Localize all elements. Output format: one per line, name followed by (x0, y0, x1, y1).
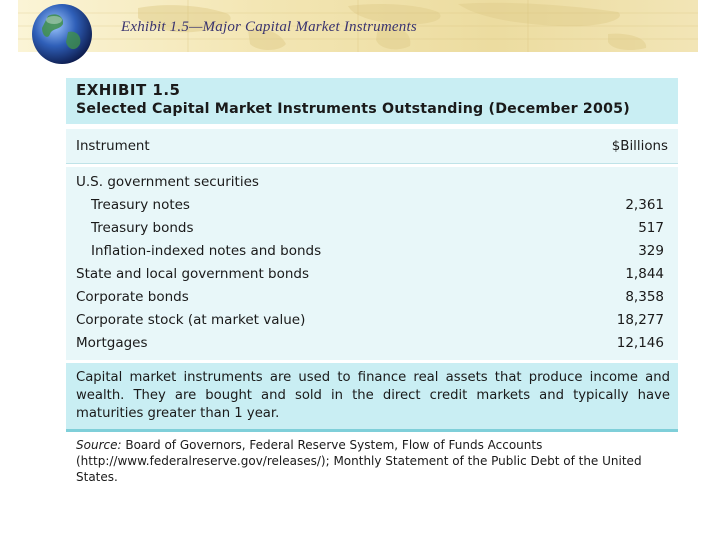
source-label: Source: (76, 438, 122, 452)
table-row (76, 262, 668, 285)
table-row (76, 285, 668, 308)
table-row (76, 193, 668, 216)
row-label: Treasury notes (91, 196, 190, 213)
exhibit-header (66, 78, 678, 124)
row-label: U.S. government securities (76, 173, 259, 190)
row-value: 517 (638, 219, 664, 236)
row-label: Corporate bonds (76, 288, 189, 305)
slide-title: Exhibit 1.5—Major Capital Market Instruments (121, 19, 417, 35)
row-value: 8,358 (625, 288, 664, 305)
row-label: Corporate stock (at market value) (76, 311, 306, 328)
exhibit-panel (66, 78, 678, 485)
row-value: 2,361 (625, 196, 664, 213)
exhibit-source (66, 432, 678, 485)
table-header (66, 129, 678, 164)
exhibit-note: Capital market instruments are used to finance real assets that produce income and wealth. They are bought and sold in the direct credit markets and typically have maturities greater than 1 year. (66, 363, 678, 432)
table-row (76, 216, 668, 239)
column-billions: $Billions (611, 138, 668, 154)
row-label: State and local government bonds (76, 265, 310, 282)
row-value: 18,277 (616, 311, 664, 328)
table-row (76, 308, 668, 331)
table-row (76, 170, 668, 193)
column-instrument: Instrument (76, 138, 150, 154)
table-row (76, 239, 668, 262)
row-label: Inflation-indexed notes and bonds (91, 242, 322, 259)
exhibit-title: Selected Capital Market Instruments Outstanding (December 2005) (76, 101, 630, 117)
row-value: 329 (638, 242, 664, 259)
globe-icon (30, 2, 94, 66)
source-text: Board of Governors, Federal Reserve System, Flow of Funds Accounts (http://www.federalreserve.gov/releases/); Monthly Statement of the Public Debt of the United States. (76, 438, 642, 484)
row-label: Mortgages (76, 334, 148, 351)
row-value: 12,146 (616, 334, 664, 351)
table-body (66, 167, 678, 360)
table-row (76, 331, 668, 354)
exhibit-number: EXHIBIT 1.5 (76, 81, 181, 99)
row-label: Treasury bonds (91, 219, 194, 236)
row-value: 1,844 (625, 265, 664, 282)
